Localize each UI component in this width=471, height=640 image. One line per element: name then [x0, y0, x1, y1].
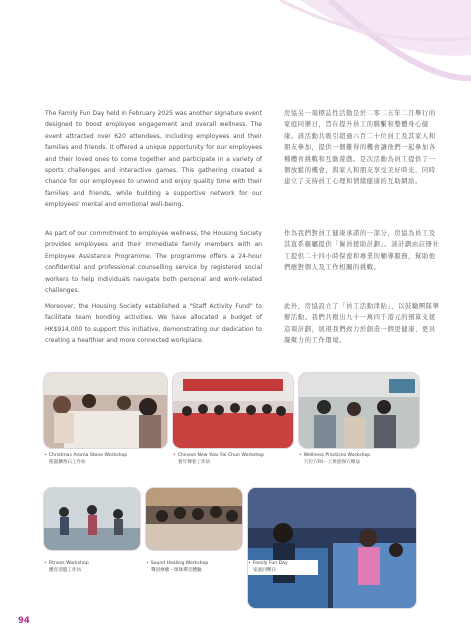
caption-en: Family Fun Day	[252, 561, 288, 566]
caption-zh: 穴位穴Fit－上班族保穴療法	[304, 460, 360, 466]
header-swoosh-decoration	[0, 0, 471, 110]
paragraph-employee-assistance-en: As part of our commitment to employee wellness, the Housing Society provides employees and their immediate family members with an Employee Assistance Programme. The programme offers a 24-hour confidential and professional counselling service by registered social workers to help individuals navigate both personal and work-related challenges.	[45, 230, 262, 295]
caption-bullet-icon: •	[173, 453, 176, 458]
caption-en: Wellness Practices Workshop	[303, 453, 371, 458]
photo-fitness-workshop	[43, 487, 141, 551]
caption-bullet-icon: •	[146, 561, 149, 566]
caption-chinese-new-year-fai-chun	[173, 452, 298, 467]
caption-zh: 家庭同樂日	[253, 568, 276, 574]
photo-chinese-new-year-fai-chun-workshop	[172, 372, 294, 449]
caption-fitness-workshop	[44, 560, 139, 575]
caption-zh: 聖誕擴香石工作坊	[49, 460, 86, 466]
caption-bullet-icon: •	[299, 453, 302, 458]
caption-en: Fitness Workshop	[48, 561, 89, 566]
photo-sound-healing-workshop	[145, 487, 243, 551]
caption-bullet-icon: •	[44, 561, 47, 566]
caption-sound-healing-workshop	[146, 560, 246, 575]
caption-bullet-icon: •	[44, 453, 47, 458]
paragraph-staff-activity-fund-en: Moreover, the Housing Society established a "Staff Activity Fund" to facilitate team bonding activities. We have allocated a budget of HK$914,000 to support this initiative, demonstrating our dedication to creating a healthier and more connected workplace.	[45, 303, 262, 345]
photo-family-fun-day	[247, 487, 417, 609]
caption-en: Chinese New Year Fai Chun Workshop	[177, 453, 265, 458]
photo-wellness-practices-workshop	[298, 372, 420, 449]
paragraph-staff-activity-fund-zh: 此外，房協設立了「員工活動津貼」，以鼓勵團隊舉辦活動。我們共撥出九十一萬四千港元的預算支援這項計劃，展現我們致力於創造一個更健康、更具凝聚力的工作環境。	[284, 303, 440, 345]
caption-en: Christmas Aroma Stone Workshop	[48, 453, 128, 458]
page-number: 94	[18, 616, 30, 626]
caption-wellness-practices	[299, 452, 424, 467]
paragraph-family-fun-day-en: The Family Fun Day held in February 2025 was another signature event designed to boost employee engagement and overall wellness. The event attracted over 620 attendees, including employees and their families and friends. It offered a unique opportunity for our employees and their loved ones to come together and participate in a variety of sports challenges and interactive games. This gathering created a chance for our employees to unwind and enjoy quality time with their families and friends, while building a supportive network for our employees' mental and emotional well-being.	[45, 110, 262, 209]
caption-zh: 賀年揮春工作坊	[178, 460, 211, 466]
paragraph-family-fun-day-zh: 房協另一項標誌性活動是於二零二五年二月舉行的家庭同樂日，旨在提升員工的聯繫和整體身心健康。該活動共吸引超過六百二十位員工及其家人和朋友參加，提供一個難得的機會讓他們一起參加各種體育挑戰和互動遊戲。是次活動為員工提供了一個放鬆的機會，與家人和朋友享受美好時光，同時建立了支持員工心理和情緒健康的互助網絡。	[284, 110, 436, 186]
caption-bullet-icon: •	[248, 561, 251, 566]
caption-zh: 體育消脂工作坊	[49, 568, 82, 574]
caption-en: Sound Healing Workshop	[150, 561, 209, 566]
caption-family-fun-day	[248, 560, 318, 575]
caption-christmas-aroma-stone	[44, 452, 169, 467]
caption-zh: 聲浴療癒－頌缽禪音體驗	[151, 568, 202, 574]
photo-christmas-aroma-stone-workshop	[43, 372, 168, 449]
paragraph-employee-assistance-zh: 作為我們對員工健康承諾的一部分，房協為員工及其直系親屬提供「僱員援助計劃」。該計劃由註冊社工提供二十四小時保密和專業的輔導服務，幫助他們應對個人及工作相關的挑戰。	[284, 230, 440, 272]
